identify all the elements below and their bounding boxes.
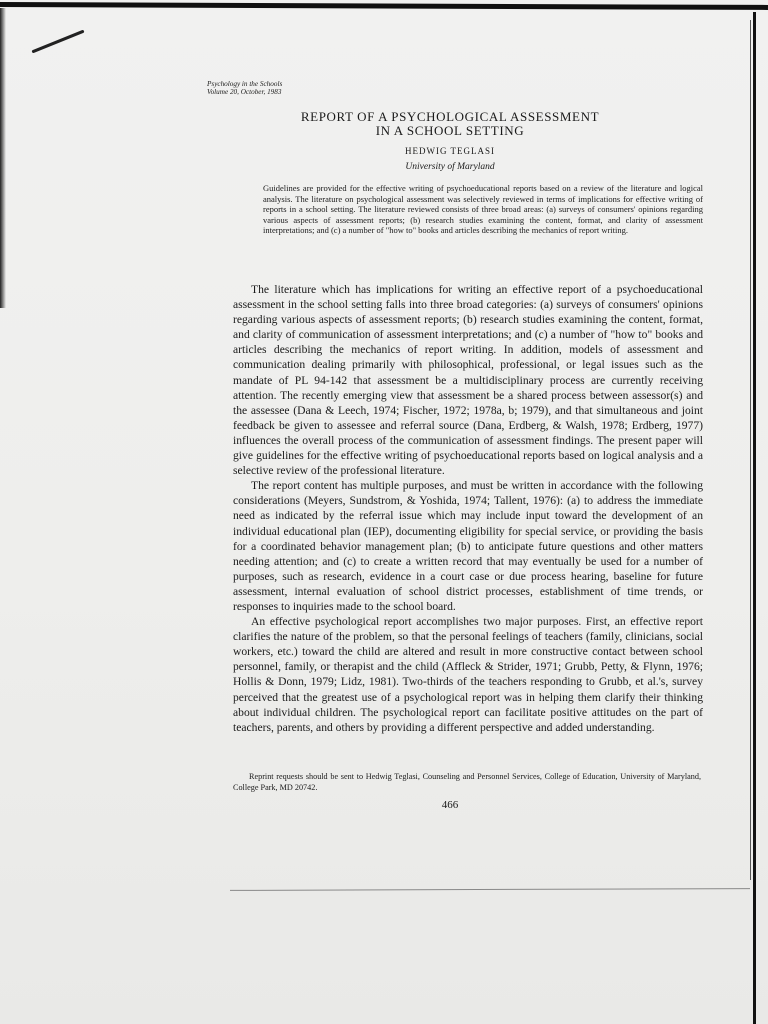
scan-top-border — [0, 2, 768, 10]
scan-bottom-line — [230, 888, 750, 891]
article-title-line-1: REPORT OF A PSYCHOLOGICAL ASSESSMENT — [300, 109, 600, 124]
footnote-text: Reprint requests should be sent to Hedwig Teglasi, Counseling and Personnel Services, College of Education, University of Maryland, College Park, MD 20742. — [233, 772, 701, 792]
scan-right-border — [753, 12, 756, 1024]
scan-right-shadow — [750, 20, 751, 880]
body-paragraph-2: The report content has multiple purposes, and must be written in accordance with the following considerations (Meyers, Sundstrom, & Yoshida, 1974; Tallent, 1976): (a) to address the immediate need as indicated by the referral issue which may include input toward the development of an individual educational plan (IEP), documenting eligibility for special service, or providing the basis for a coordinated behavior management plan; (b) to anticipate future questions and other matters needing attention; and (c) to create a written record that may eventually be used for a number of purposes, such as research, evidence in a court case or due process hearing, baseline for future assessment, internal evaluation of school district processes, establishment of time trends, or responses to inquiries made to the school board. — [233, 479, 703, 613]
author-affiliation: University of Maryland — [405, 162, 495, 172]
author-name: HEDWIG TEGLASI — [404, 146, 496, 156]
article-title-line-2: IN A SCHOOL SETTING — [375, 123, 525, 138]
journal-name: Psychology in the Schools — [207, 80, 283, 88]
journal-volume: Volume 20, October, 1983 — [207, 88, 282, 96]
page-number: 466 — [441, 799, 459, 811]
abstract: Guidelines are provided for the effective writing of psychoeducational reports based on a review of the literature and logical analysis. The literature on psychological assessment was selectively reviewed in terms of implications for effective writing of reports in a school setting. The literature reviewed consists of three broad areas: (a) surveys of consumers' opinions regarding various aspects of assessment reports; (b) research studies examining the content, format, and clarity of assessment interpretations; and (c) a number of "how to" books and articles describing the mechanics of report writing. — [263, 183, 703, 235]
body-paragraph-1: The literature which has implications for writing an effective report of a psychoeducational assessment in the school setting falls into three broad categories: (a) surveys of consumers' opinions regarding various aspects of assessment reports; (b) research studies examining the content, format, and clarity of communication of assessment interpretations; and (c) a number of "how to" books and articles describing the mechanics of report writing. In addition, models of assessment and communication dealing primarily with philosophical, professional, or legal issues such as the mandate of PL 94-142 that assessment be a multidisciplinary process are currently receiving attention. The recently emerging view that assessment be a shared process between assessor(s) and the assessee (Dana & Leech, 1974; Fischer, 1972; 1978a, b; 1979), and that simultaneous and joint feedback be given to assessee and referral source (Dana, Erdberg, & Walsh, 1978; Erdberg, 1977) influences the overall process of the communication of assessment findings. The present paper will give guidelines for the effective writing of psychoeducational reports based on logical analysis and a selective review of the professional literature. — [233, 283, 703, 478]
pen-mark — [31, 30, 84, 54]
body-paragraph-3: An effective psychological report accomplishes two major purposes. First, an effective report clarifies the nature of the problem, so that the personal feelings of teachers (family, clinicians, social workers, etc.) toward the child are altered and result in more constructive contact between school personnel, family, or therapist and the child (Affleck & Strider, 1971; Grubb, Petty, & Flynn, 1976; Hollis & Donn, 1979; Lidz, 1981). Two-thirds of the teachers responding to Grubb, et al.'s, survey perceived that the greatest use of a psychological report was in helping them clarify their thinking about individual children. The psychological report can facilitate positive attitudes on the part of teachers, parents, and others by providing a different perspective and added understanding. — [233, 615, 703, 734]
journal-citation — [207, 80, 282, 96]
scan-left-shadow — [0, 8, 6, 308]
footnote — [233, 771, 701, 793]
article-body — [233, 282, 703, 735]
